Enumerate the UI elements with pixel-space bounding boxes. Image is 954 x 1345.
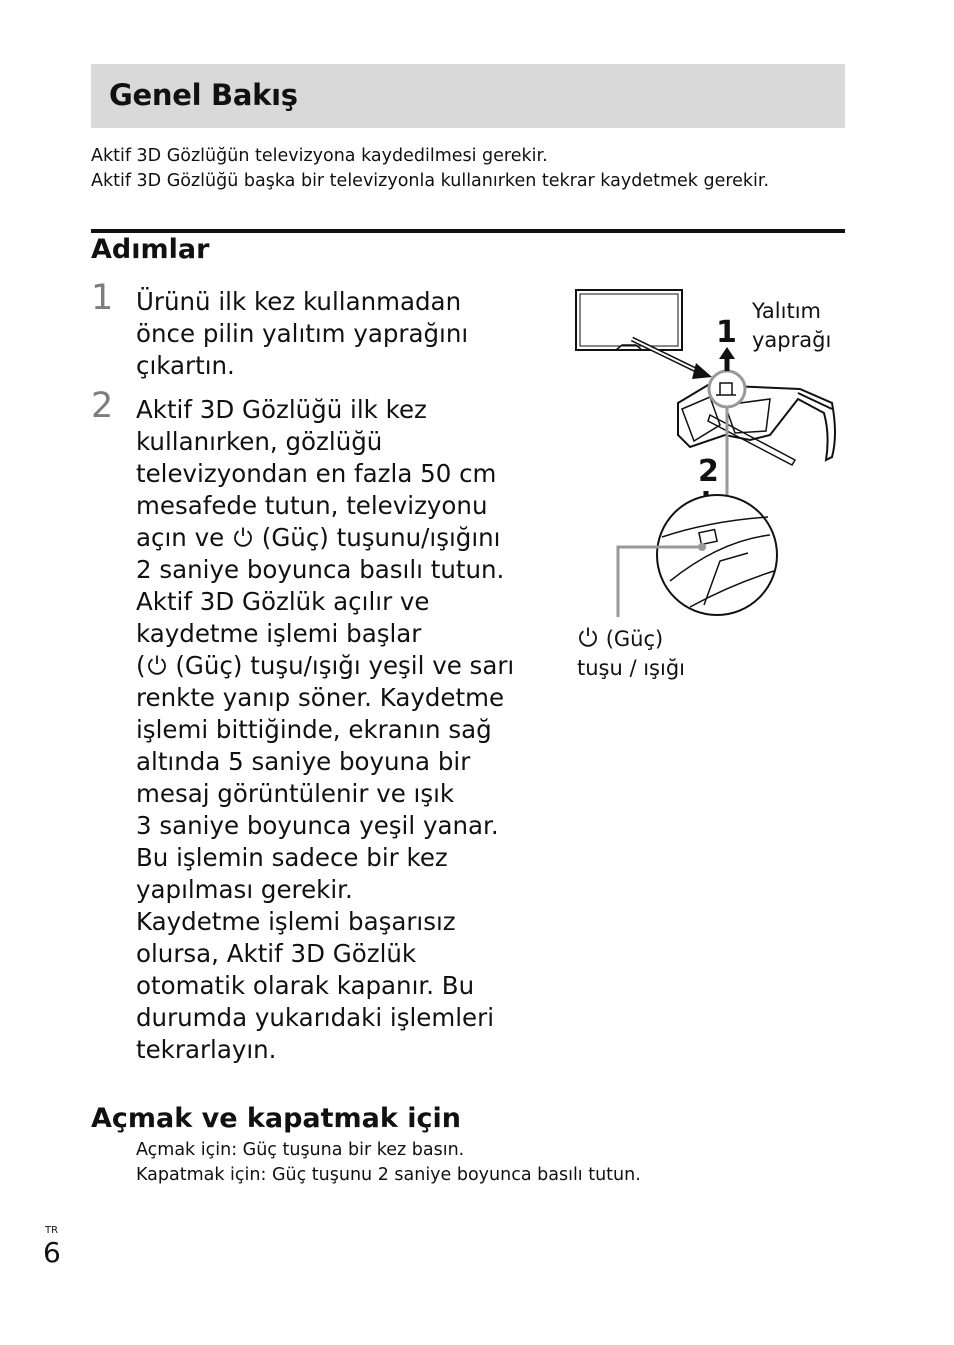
step-2-line: mesafede tutun, televizyonu bbox=[136, 491, 488, 520]
step-2-line bbox=[136, 522, 514, 554]
power-icon bbox=[577, 626, 599, 648]
power-icon bbox=[146, 654, 168, 676]
step-2-text bbox=[136, 394, 514, 1066]
step-2-line: kaydetme işlemi başlar bbox=[136, 619, 422, 648]
insulation-label-line-1: Yalıtım bbox=[752, 299, 821, 323]
step-1-line: Ürünü ilk kez kullanmadan bbox=[136, 287, 462, 316]
step-2-line: altında 5 saniye boyuna bir bbox=[136, 747, 471, 776]
step-2-line: Aktif 3D Gözlük açılır ve bbox=[136, 587, 430, 616]
step-1-line: çıkartın. bbox=[136, 351, 235, 380]
callout-2: 2 bbox=[698, 454, 719, 489]
step-2-line: Kaydetme işlemi başarısız bbox=[136, 907, 456, 936]
step-2-line: tekrarlayın. bbox=[136, 1035, 277, 1064]
intro-line-2: Aktif 3D Gözlüğü başka bir televizyonla kullanırken tekrar kaydetmek gerekir. bbox=[91, 171, 770, 191]
step-2-line: mesaj görüntülenir ve ışık bbox=[136, 779, 455, 808]
step-2-line: Aktif 3D Gözlüğü ilk kez bbox=[136, 395, 427, 424]
glasses-icon bbox=[678, 385, 835, 465]
step-2-line: otomatik olarak kapanır. Bu bbox=[136, 971, 475, 1000]
step-2-line-prefix: açın ve bbox=[136, 523, 232, 552]
step-2-line: durumda yukarıdaki işlemleri bbox=[136, 1003, 495, 1032]
step-2-line: yapılması gerekir. bbox=[136, 875, 353, 904]
onoff-line-2: Kapatmak için: Güç tuşunu 2 saniye boyunca basılı tutun. bbox=[136, 1165, 641, 1185]
onoff-line-1: Açmak için: Güç tuşuna bir kez basın. bbox=[136, 1140, 465, 1160]
step-2-line-prefix: ( bbox=[136, 651, 146, 680]
steps-heading: Adımlar bbox=[91, 234, 210, 265]
page-title: Genel Bakış bbox=[109, 78, 298, 112]
step-1-text bbox=[136, 286, 468, 382]
step-2-line-rest: (Güç) tuşu/ışığı yeşil ve sarı bbox=[175, 651, 515, 680]
callout-1: 1 bbox=[716, 315, 737, 350]
language-code: TR bbox=[45, 1225, 59, 1236]
section-divider bbox=[91, 229, 845, 233]
power-icon bbox=[232, 526, 254, 548]
step-2-line: televizyondan en fazla 50 cm bbox=[136, 459, 497, 488]
step-2-line bbox=[136, 650, 514, 682]
step-2-line: renkte yanıp söner. Kaydetme bbox=[136, 683, 505, 712]
step-2-line: olursa, Aktif 3D Gözlük bbox=[136, 939, 417, 968]
step-2-number: 2 bbox=[91, 386, 114, 426]
insulation-label-line-2: yaprağı bbox=[752, 328, 832, 352]
step-1-line: önce pilin yalıtım yaprağını bbox=[136, 319, 469, 348]
tv-icon bbox=[576, 290, 682, 350]
power-label-text: (Güç) bbox=[605, 627, 664, 651]
step-2-line: 2 saniye boyunca basılı tutun. bbox=[136, 555, 505, 584]
step-1-number: 1 bbox=[91, 278, 114, 318]
page-number: 6 bbox=[43, 1236, 61, 1269]
onoff-text bbox=[136, 1138, 641, 1188]
step-2-line: işlemi bittiğinde, ekranın sağ bbox=[136, 715, 492, 744]
intro-text bbox=[91, 144, 769, 194]
power-label-line-2: tuşu / ışığı bbox=[577, 656, 685, 680]
step-2-line: Bu işlemin sadece bir kez bbox=[136, 843, 448, 872]
step-2-line: kullanırken, gözlüğü bbox=[136, 427, 383, 456]
step-2-line: 3 saniye boyunca yeşil yanar. bbox=[136, 811, 499, 840]
section-title-bar bbox=[91, 64, 845, 128]
intro-line-1: Aktif 3D Gözlüğün televizyona kaydedilmesi gerekir. bbox=[91, 146, 548, 166]
step-2-line-rest: (Güç) tuşunu/ışığını bbox=[261, 523, 501, 552]
power-label-line-1 bbox=[577, 625, 663, 654]
onoff-heading: Açmak ve kapatmak için bbox=[91, 1103, 461, 1134]
